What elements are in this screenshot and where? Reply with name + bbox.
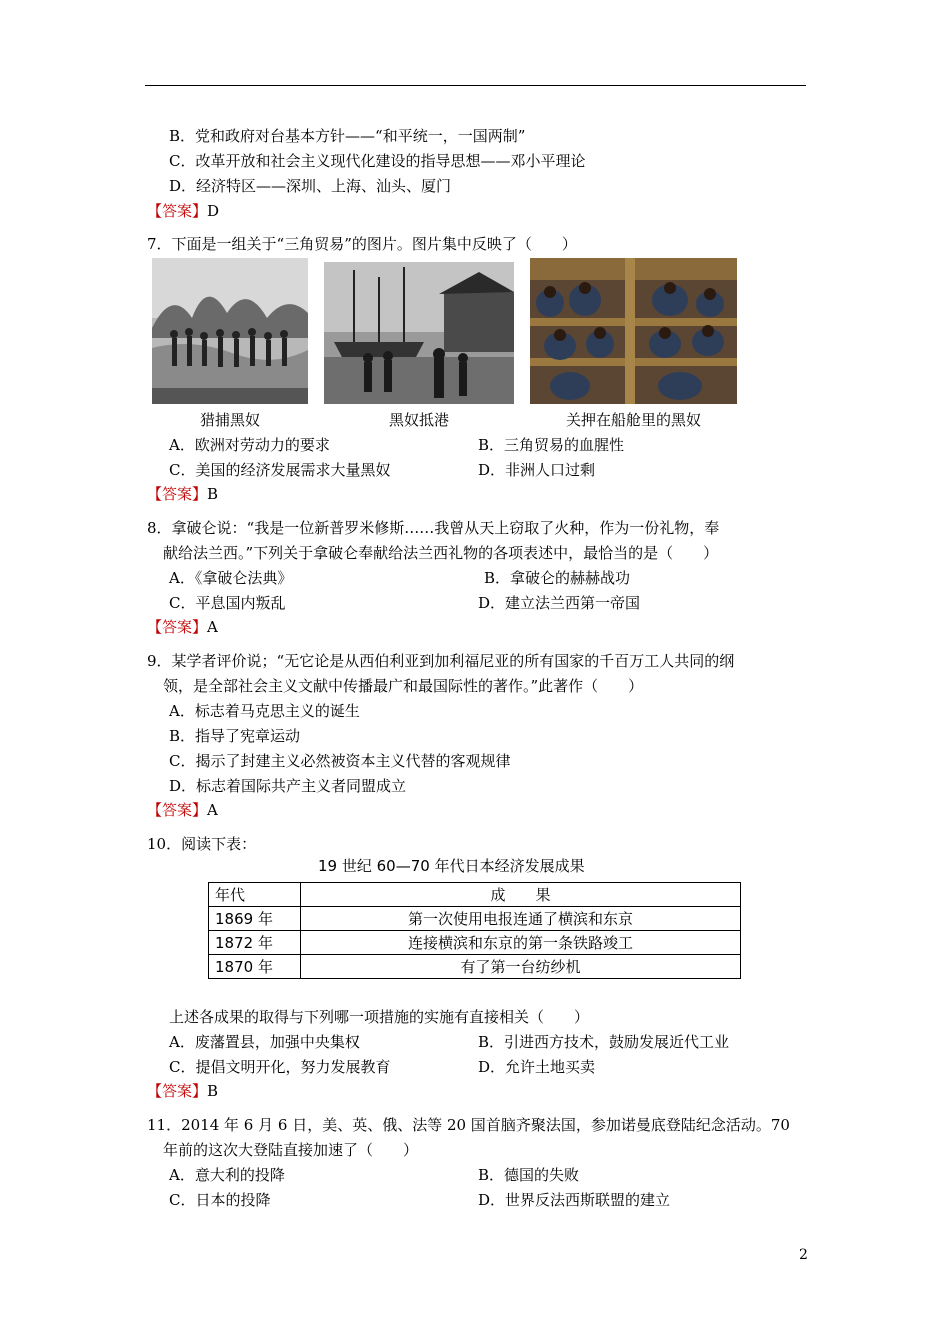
q9-option-a: A．标志着马克思主义的诞生 (169, 702, 360, 720)
table-cell-year: 1869 年 (209, 907, 301, 931)
q10-stem: 10．阅读下表： (147, 835, 257, 853)
answer-label: 【答案】 (147, 485, 208, 503)
q6-option-c: C．改革开放和社会主义现代化建设的指导思想——邓小平理论 (169, 152, 586, 170)
q7-stem: 7．下面是一组关于“三角贸易”的图片。图片集中反映了（ ） (147, 235, 577, 253)
caption-slaves-in-ship: 关押在船舱里的黑奴 (565, 411, 701, 429)
table-header-cell: 年代 (209, 883, 301, 907)
answer-label: 【答案】 (147, 801, 208, 819)
q11-option-d: D．世界反法西斯联盟的建立 (478, 1191, 671, 1209)
q11-option-c: C．日本的投降 (169, 1191, 271, 1209)
q8-answer (147, 617, 218, 637)
q10-option-d: D．允许土地买卖 (478, 1058, 596, 1076)
q6-answer (147, 201, 219, 221)
q9-option-c: C．揭示了封建主义必然被资本主义代替的客观规律 (169, 752, 511, 770)
answer-label: 【答案】 (147, 1082, 208, 1100)
q7-answer (147, 484, 218, 504)
table-cell-achievement: 有了第一台纺纱机 (301, 955, 741, 979)
table-header-cell: 成 果 (301, 883, 741, 907)
q11-option-a: A．意大利的投降 (169, 1166, 285, 1184)
q8-option-b: B．拿破仑的赫赫战功 (484, 569, 631, 587)
q6-option-d: D．经济特区——深圳、上海、汕头、厦门 (169, 177, 452, 195)
japan-achievements-table (208, 882, 741, 979)
page-number: 2 (799, 1247, 808, 1263)
q10-question: 上述各成果的取得与下列哪一项措施的实施有直接相关（ ） (169, 1008, 590, 1026)
table-cell-achievement: 第一次使用电报连通了横滨和东京 (301, 907, 741, 931)
q11-option-b: B．德国的失败 (478, 1166, 580, 1184)
table-cell-year: 1870 年 (209, 955, 301, 979)
answer-value: A (207, 618, 218, 636)
slaves-arrival-image (324, 262, 514, 404)
q9-option-d: D．标志着国际共产主义者同盟成立 (169, 777, 407, 795)
q9-stem-line2: 领，是全部社会主义文献中传播最广和最国际性的著作。”此著作（ ） (163, 677, 644, 695)
q9-answer (147, 800, 218, 820)
q10-answer (147, 1081, 218, 1101)
answer-label: 【答案】 (147, 202, 208, 220)
header-rule (145, 85, 806, 86)
table-header-row (209, 883, 741, 907)
answer-value: D (207, 202, 220, 220)
slaves-in-ship-hold-image (530, 258, 737, 404)
answer-value: B (207, 485, 219, 503)
answer-value: A (207, 801, 218, 819)
q8-option-d: D．建立法兰西第一帝国 (478, 594, 641, 612)
q11-stem-line1: 11．2014 年 6 月 6 日，美、英、俄、法等 20 国首脑齐聚法国，参加诺曼底登陆纪念活动。70 (147, 1116, 790, 1134)
table-cell-achievement: 连接横滨和东京的第一条铁路竣工 (301, 931, 741, 955)
slave-hunting-image (152, 258, 308, 404)
caption-slaves-arrival: 黑奴抵港 (388, 411, 449, 429)
q9-stem-line1: 9．某学者评价说；“无它论是从西伯利亚到加利福尼亚的所有国家的千百万工人共同的纲 (147, 652, 735, 670)
q11-stem-line2: 年前的这次大登陆直接加速了（ ） (163, 1141, 419, 1159)
answer-label: 【答案】 (147, 618, 208, 636)
table-row (209, 931, 741, 955)
q8-stem-line2: 献给法兰西。”下列关于拿破仑奉献给法兰西礼物的各项表述中，最恰当的是（ ） (163, 544, 719, 562)
q8-option-c: C．平息国内叛乱 (169, 594, 286, 612)
caption-slave-hunting: 猎捕黑奴 (199, 411, 260, 429)
q8-option-a: A．《拿破仑法典》 (169, 569, 293, 587)
q6-option-b: B．党和政府对台基本方针——“和平统一，一国两制” (169, 127, 526, 145)
q10-option-b: B．引进西方技术，鼓励发展近代工业 (478, 1033, 730, 1051)
answer-value: B (207, 1082, 219, 1100)
table-title: 19 世纪 60—70 年代日本经济发展成果 (318, 857, 585, 875)
q7-option-a: A．欧洲对劳动力的要求 (169, 436, 330, 454)
table-cell-year: 1872 年 (209, 931, 301, 955)
q7-option-c: C．美国的经济发展需求大量黑奴 (169, 461, 391, 479)
table-row (209, 907, 741, 931)
q7-option-b: B．三角贸易的血腥性 (478, 436, 625, 454)
q10-option-c: C．提倡文明开化，努力发展教育 (169, 1058, 391, 1076)
table-row (209, 955, 741, 979)
q8-stem-line1: 8．拿破仑说：“我是一位新普罗米修斯……我曾从天上窃取了火种，作为一份礼物，奉 (147, 519, 720, 537)
q7-option-d: D．非洲人口过剩 (478, 461, 596, 479)
q9-option-b: B．指导了宪章运动 (169, 727, 301, 745)
q10-option-a: A．废藩置县，加强中央集权 (169, 1033, 360, 1051)
